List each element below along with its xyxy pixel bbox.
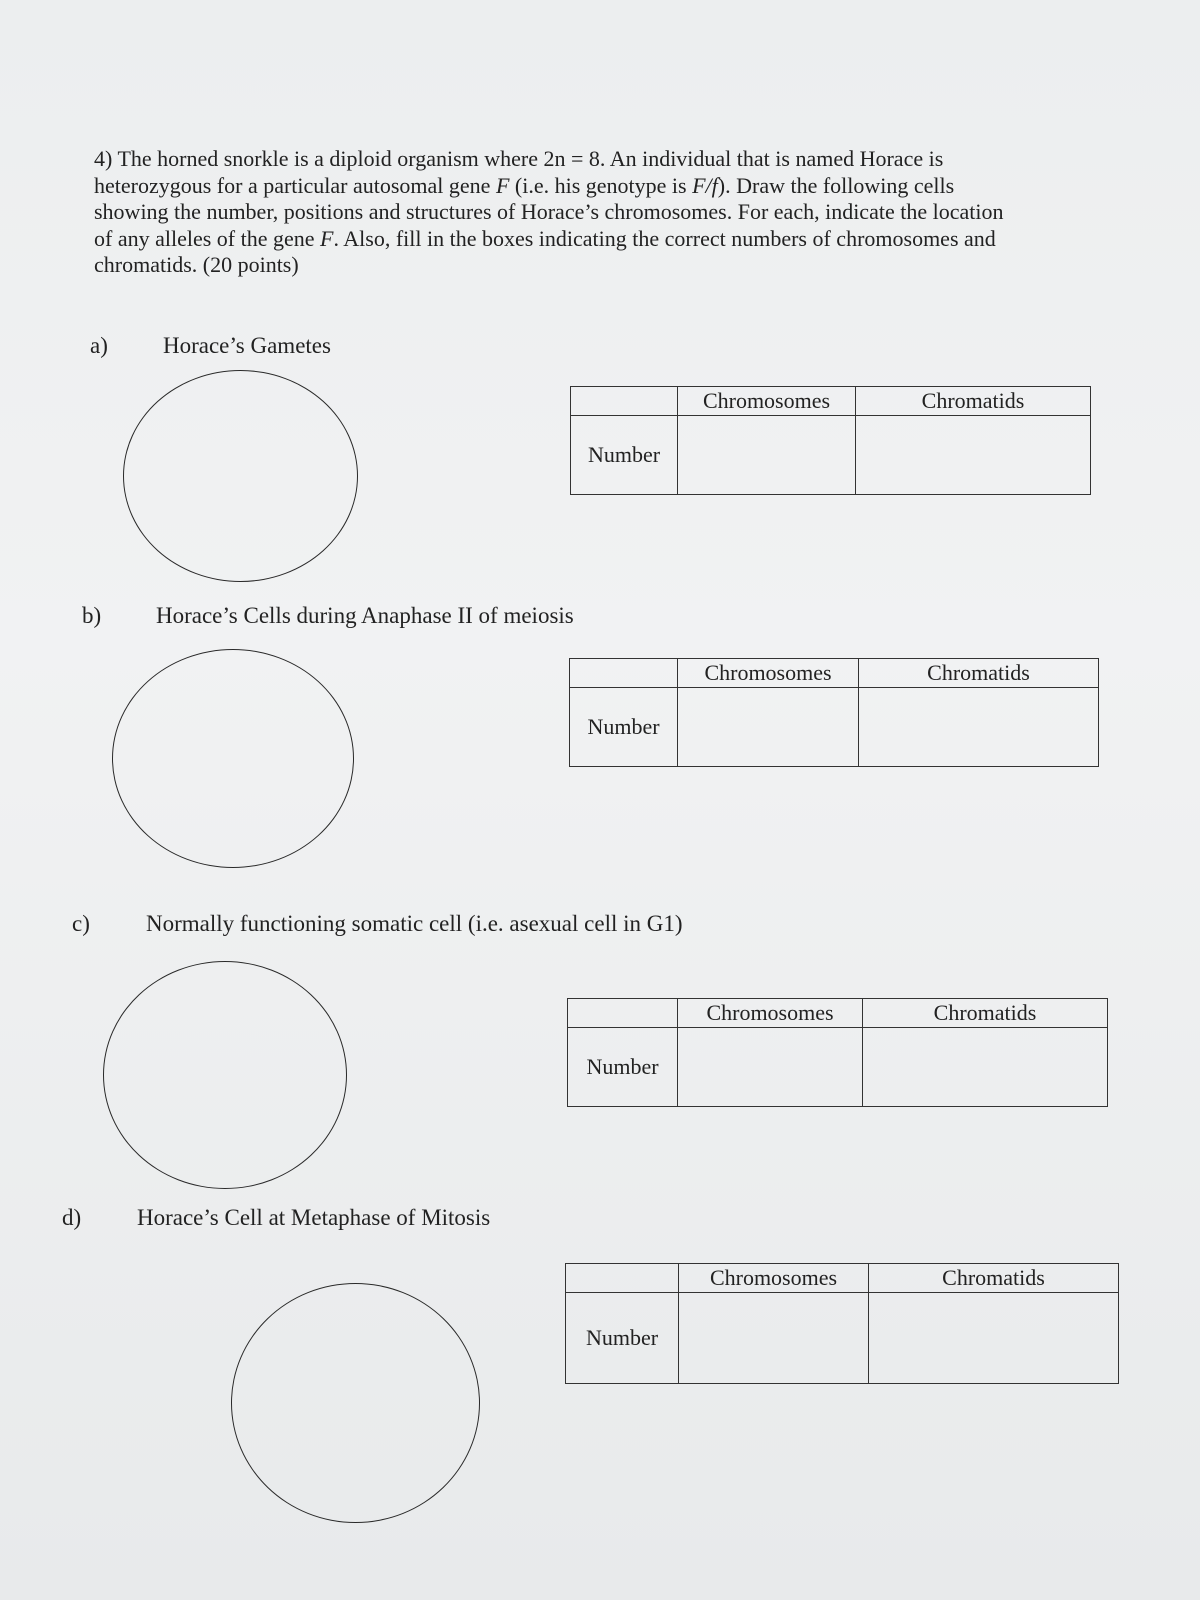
part-b-count-table	[569, 658, 1099, 767]
chromatids-answer-box[interactable]	[863, 1028, 1108, 1107]
row-label-number: Number	[571, 416, 678, 495]
part-d-letter: d)	[62, 1205, 82, 1230]
header-chromosomes: Chromosomes	[678, 999, 863, 1028]
chromosomes-answer-box[interactable]	[679, 1293, 869, 1384]
part-c-cell-circle[interactable]	[103, 961, 347, 1189]
chromatids-answer-box[interactable]	[869, 1293, 1119, 1384]
problem-line-4b: . Also, fill in the boxes indicating the correct numbers of chromosomes and	[333, 225, 996, 251]
problem-line-3: showing the number, positions and structures of Horace’s chromosomes. For each, indicate the location	[94, 199, 1004, 224]
header-chromosomes: Chromosomes	[679, 1264, 869, 1293]
part-a-title: Horace’s Gametes	[163, 333, 331, 358]
part-a-letter: a)	[90, 333, 108, 358]
header-chromatids: Chromatids	[859, 659, 1099, 688]
chromosomes-answer-box[interactable]	[678, 1028, 863, 1107]
part-c-title: Normally functioning somatic cell (i.e. asexual cell in G1)	[146, 911, 683, 936]
part-b-cell-circle[interactable]	[112, 649, 354, 868]
header-chromosomes: Chromosomes	[678, 387, 856, 416]
row-label-number: Number	[566, 1293, 679, 1384]
gene-name: F	[495, 172, 510, 198]
table-corner	[568, 999, 678, 1028]
chromatids-answer-box[interactable]	[856, 416, 1091, 495]
part-d-cell-circle[interactable]	[231, 1283, 480, 1523]
table-corner	[566, 1264, 679, 1293]
table-corner	[570, 659, 678, 688]
chromosomes-answer-box[interactable]	[678, 416, 856, 495]
chromosomes-answer-box[interactable]	[678, 688, 859, 767]
problem-line-2c: ). Draw the following cells	[717, 172, 955, 198]
part-c-letter: c)	[72, 911, 90, 936]
problem-number: 4)	[94, 146, 113, 171]
table-corner	[571, 387, 678, 416]
part-d-count-table	[565, 1263, 1119, 1384]
genotype: F/f	[692, 172, 718, 198]
row-label-number: Number	[570, 688, 678, 767]
part-a-cell-circle[interactable]	[123, 370, 358, 582]
part-d-title: Horace’s Cell at Metaphase of Mitosis	[137, 1205, 491, 1230]
header-chromatids: Chromatids	[869, 1264, 1119, 1293]
problem-line-2b: (i.e. his genotype is	[509, 172, 693, 198]
problem-line-4a: of any alleles of the gene	[94, 225, 321, 251]
problem-statement	[94, 146, 1084, 279]
problem-line-5: chromatids. (20 points)	[94, 252, 299, 277]
part-b-title: Horace’s Cells during Anaphase II of meiosis	[156, 603, 574, 628]
chromatids-answer-box[interactable]	[859, 688, 1099, 767]
problem-line-1: The horned snorkle is a diploid organism where 2n = 8. An individual that is named Horace is	[117, 146, 944, 171]
gene-name: F	[320, 225, 334, 251]
part-c-count-table	[567, 998, 1108, 1107]
row-label-number: Number	[568, 1028, 678, 1107]
part-a-count-table	[570, 386, 1091, 495]
header-chromatids: Chromatids	[856, 387, 1091, 416]
header-chromatids: Chromatids	[863, 999, 1108, 1028]
header-chromosomes: Chromosomes	[678, 659, 859, 688]
problem-line-2a: heterozygous for a particular autosomal gene	[94, 172, 496, 198]
part-b-letter: b)	[82, 603, 102, 628]
